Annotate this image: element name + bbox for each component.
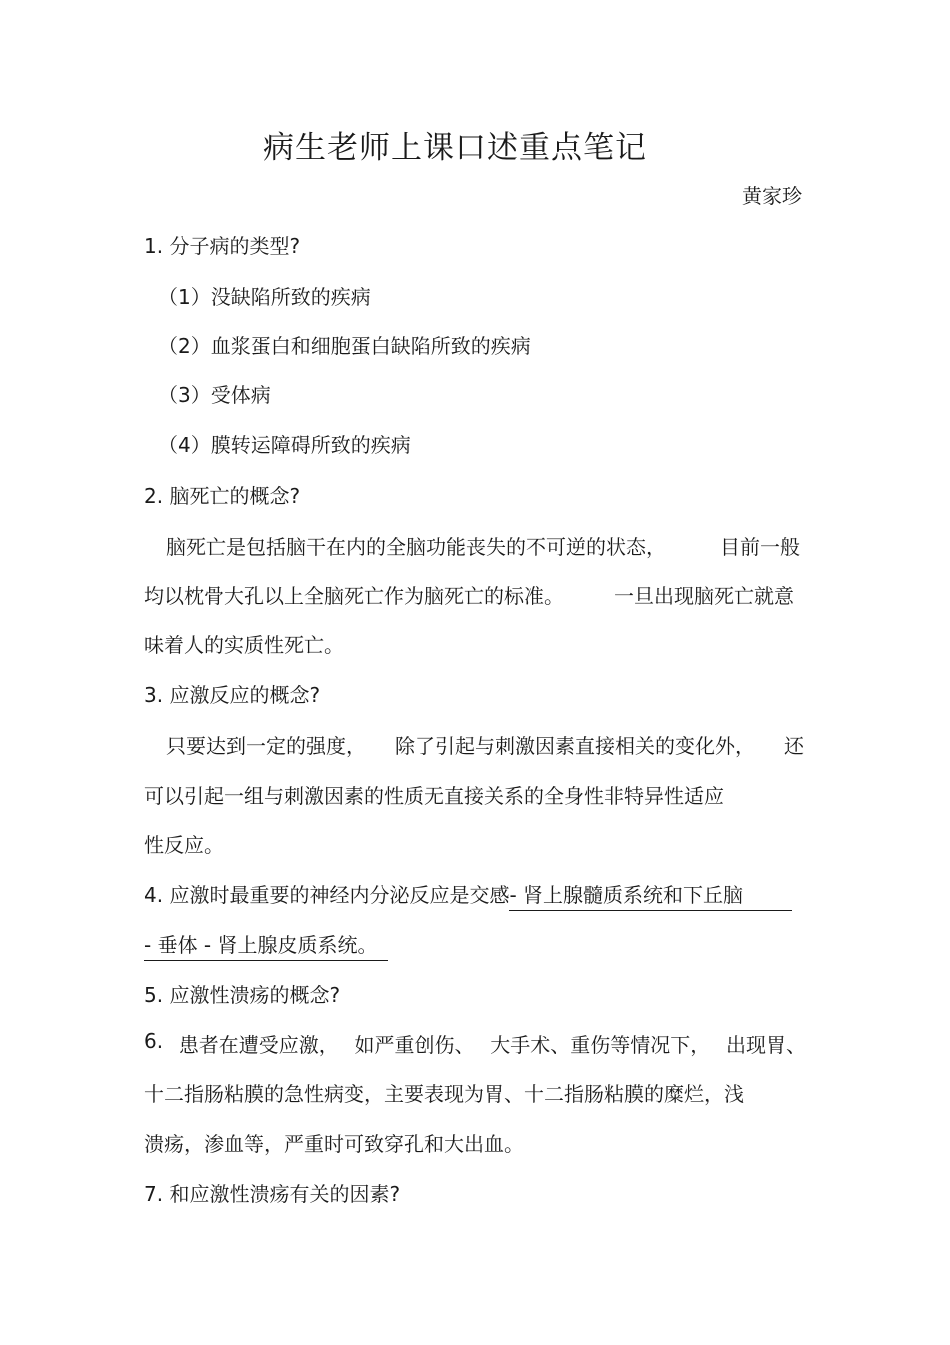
q4-line-2	[144, 929, 388, 961]
q3-paragraph-line-2: 可以引起一组与刺激因素的性质无直接关系的全身性非特异性适应	[144, 784, 724, 808]
q3-text-segment: 还	[784, 734, 804, 758]
q6-text-segment: 如严重创伤、	[354, 1033, 475, 1057]
q6-line-2: 十二指肠粘膜的急性病变，主要表现为胃、十二指肠粘膜的糜烂，浅	[144, 1082, 744, 1106]
q6-text-segment: 大手术、重伤等情况下，	[490, 1033, 711, 1057]
page-title: 病生老师上课口述重点笔记	[263, 130, 647, 166]
q5-heading: 5. 应激性溃疡的概念?	[144, 983, 341, 1007]
q6-text-segment: 患者在遭受应激，	[178, 1033, 339, 1057]
q2-paragraph-line-1	[166, 531, 800, 560]
q3-heading: 3. 应激反应的概念?	[144, 683, 321, 707]
q1-heading: 1. 分子病的类型?	[144, 234, 301, 258]
q6-number: 6.	[144, 1029, 164, 1053]
q4-underlined-segment: - 肾上腺髓质系统和下丘脑	[509, 879, 792, 911]
q2-text-segment: 脑死亡是包括脑干在内的全脑功能丧失的不可逆的状态，	[166, 535, 666, 559]
q1-item-3: （3）受体病	[158, 383, 271, 407]
q6-line-3: 溃疡，渗血等，严重时可致穿孔和大出血。	[144, 1132, 524, 1156]
q7-heading: 7. 和应激性溃疡有关的因素?	[144, 1182, 401, 1206]
q2-paragraph-line-3: 味着人的实质性死亡。	[144, 633, 344, 657]
q4-text-segment: 4. 应激时最重要的神经内分泌反应是交感	[144, 883, 510, 907]
q3-text-segment: 除了引起与刺激因素直接相关的变化外，	[395, 734, 755, 758]
q6-text-segment: 出现胃、	[725, 1033, 806, 1057]
q2-heading: 2. 脑死亡的概念?	[144, 484, 301, 508]
q6-line-1	[144, 1029, 806, 1058]
q1-item-1: （1）没缺陷所致的疾病	[158, 285, 371, 309]
q3-paragraph-line-3: 性反应。	[144, 833, 224, 857]
q1-item-2: （2）血浆蛋白和细胞蛋白缺陷所致的疾病	[158, 334, 531, 358]
q1-item-4: （4）膜转运障碍所致的疾病	[158, 433, 411, 457]
q3-text-segment: 只要达到一定的强度，	[166, 734, 366, 758]
q2-text-segment: 目前一般	[720, 535, 800, 559]
q3-paragraph-line-1	[166, 730, 804, 759]
q2-text-segment: 一旦出现脑死亡就意	[614, 584, 794, 608]
q4-line-1	[144, 879, 792, 911]
author-name: 黄家珍	[742, 184, 802, 208]
q4-underlined-segment: - 垂体 - 肾上腺皮质系统。	[144, 929, 388, 961]
q2-text-segment: 均以枕骨大孔以上全脑死亡作为脑死亡的标准。	[144, 584, 564, 608]
q2-paragraph-line-2	[144, 580, 794, 609]
